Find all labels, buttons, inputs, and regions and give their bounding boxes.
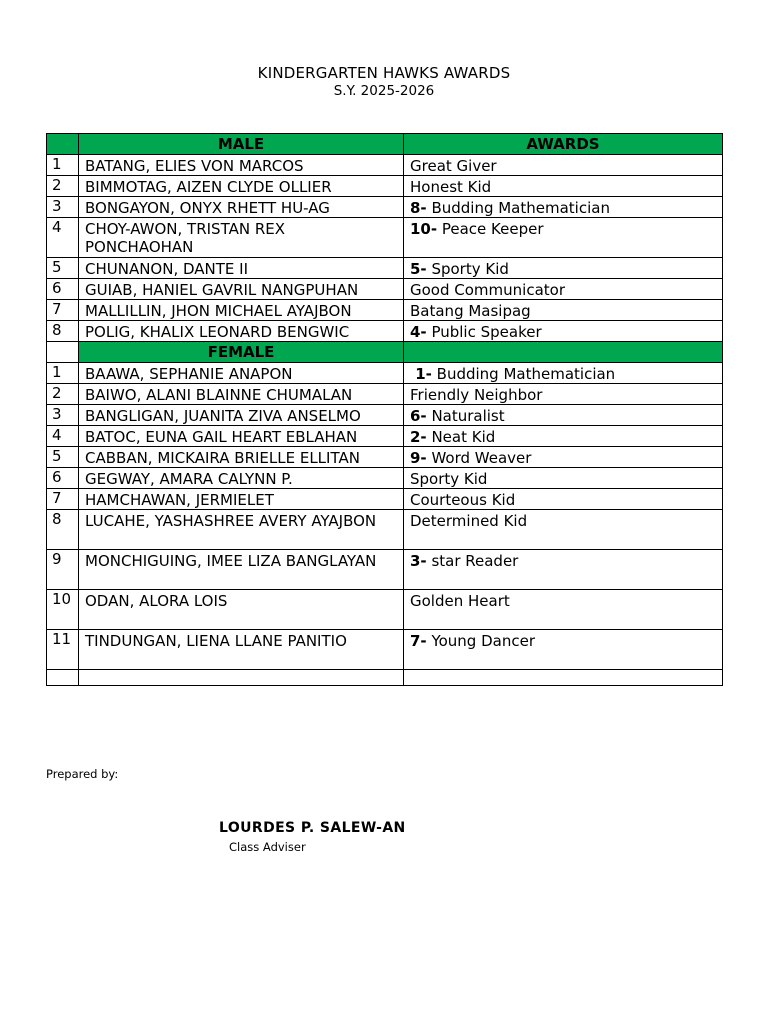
student-name: HAMCHAWAN, JERMIELET (79, 489, 404, 510)
table-row (47, 630, 723, 670)
male-column-header: MALE (79, 134, 404, 155)
award-name: Budding Mathematician (431, 365, 616, 383)
empty-cell (404, 670, 723, 686)
signer-name: LOURDES P. SALEW-AN (219, 820, 406, 836)
student-name: BATOC, EUNA GAIL HEART EBLAHAN (79, 426, 404, 447)
award-rank: 3- (410, 552, 427, 570)
row-number: 9 (47, 550, 79, 590)
prepared-by-label: Prepared by: (46, 767, 119, 781)
award-cell (404, 384, 723, 405)
student-name: ODAN, ALORA LOIS (79, 590, 404, 630)
award-rank: 10- (410, 220, 438, 238)
award-rank: 6- (410, 407, 427, 425)
row-number: 4 (47, 426, 79, 447)
table-row (47, 405, 723, 426)
student-name: TINDUNGAN, LIENA LLANE PANITIO (79, 630, 404, 670)
table-row (47, 426, 723, 447)
award-cell (404, 218, 723, 258)
award-name: Young Dancer (426, 632, 535, 650)
student-name: BAAWA, SEPHANIE ANAPON (79, 363, 404, 384)
table-row (47, 510, 723, 550)
award-cell (404, 279, 723, 300)
student-name: GEGWAY, AMARA CALYNN P. (79, 468, 404, 489)
student-name: CHOY-AWON, TRISTAN REX PONCHAOHAN (79, 218, 404, 258)
row-number: 10 (47, 590, 79, 630)
award-name: Word Weaver (426, 449, 532, 467)
table-row (47, 258, 723, 279)
empty-cell (79, 670, 404, 686)
student-name: POLIG, KHALIX LEONARD BENGWIC (79, 321, 404, 342)
student-name: GUIAB, HANIEL GAVRIL NANGPUHAN (79, 279, 404, 300)
award-name: Friendly Neighbor (410, 386, 543, 404)
male-header-row (47, 134, 723, 155)
table-row (47, 176, 723, 197)
award-name: Courteous Kid (410, 491, 516, 509)
award-rank: 7- (410, 632, 427, 650)
award-cell (404, 590, 723, 630)
award-rank: 2- (410, 428, 427, 446)
row-number: 5 (47, 447, 79, 468)
award-cell (404, 489, 723, 510)
table-row (47, 489, 723, 510)
row-number: 1 (47, 155, 79, 176)
award-cell (404, 321, 723, 342)
table-row (47, 300, 723, 321)
row-number: 2 (47, 384, 79, 405)
award-name: Batang Masipag (410, 302, 531, 320)
table-row (47, 550, 723, 590)
header-blank-cell (47, 134, 79, 155)
award-cell (404, 258, 723, 279)
award-name: Naturalist (426, 407, 505, 425)
award-name: Great Giver (410, 157, 497, 175)
award-cell (404, 197, 723, 218)
female-column-header: FEMALE (79, 342, 404, 363)
row-number: 4 (47, 218, 79, 258)
table-row (47, 197, 723, 218)
table-row (47, 218, 723, 258)
table-row (47, 321, 723, 342)
award-name: Public Speaker (426, 323, 542, 341)
award-name: Golden Heart (410, 592, 510, 610)
student-name: BAIWO, ALANI BLAINNE CHUMALAN (79, 384, 404, 405)
student-name: BATANG, ELIES VON MARCOS (79, 155, 404, 176)
school-year: S.Y. 2025-2026 (333, 83, 435, 99)
table-row (47, 468, 723, 489)
row-number: 2 (47, 176, 79, 197)
award-name: star Reader (426, 552, 519, 570)
award-cell (404, 363, 723, 384)
document-title: KINDERGARTEN HAWKS AWARDS (257, 64, 511, 82)
row-number: 8 (47, 321, 79, 342)
empty-row (47, 670, 723, 686)
row-number: 3 (47, 405, 79, 426)
award-cell (404, 155, 723, 176)
student-name: BANGLIGAN, JUANITA ZIVA ANSELMO (79, 405, 404, 426)
student-name: MALLILLIN, JHON MICHAEL AYAJBON (79, 300, 404, 321)
award-cell (404, 468, 723, 489)
award-rank: 4- (410, 323, 427, 341)
student-name: MONCHIGUING, IMEE LIZA BANGLAYAN (79, 550, 404, 590)
award-name: Peace Keeper (437, 220, 544, 238)
student-name: CABBAN, MICKAIRA BRIELLE ELLITAN (79, 447, 404, 468)
row-number: 7 (47, 300, 79, 321)
award-name: Neat Kid (426, 428, 496, 446)
row-number: 8 (47, 510, 79, 550)
student-name: BONGAYON, ONYX RHETT HU-AG (79, 197, 404, 218)
award-rank: 8- (410, 199, 427, 217)
award-name: Budding Mathematician (426, 199, 610, 217)
row-number: 3 (47, 197, 79, 218)
award-name: Sporty Kid (426, 260, 509, 278)
row-number: 5 (47, 258, 79, 279)
award-cell (404, 510, 723, 550)
awards-column-header: AWARDS (404, 134, 723, 155)
award-cell (404, 426, 723, 447)
award-rank: 5- (410, 260, 427, 278)
award-cell (404, 550, 723, 590)
row-number: 6 (47, 279, 79, 300)
header-blank-cell (47, 342, 79, 363)
female-header-row (47, 342, 723, 363)
award-name: Good Communicator (410, 281, 565, 299)
table-row (47, 590, 723, 630)
award-name: Honest Kid (410, 178, 492, 196)
table-row (47, 155, 723, 176)
awards-table (46, 133, 723, 686)
award-cell (404, 176, 723, 197)
table-row (47, 279, 723, 300)
award-cell (404, 630, 723, 670)
award-rank: 9- (410, 449, 427, 467)
student-name: CHUNANON, DANTE II (79, 258, 404, 279)
award-cell (404, 447, 723, 468)
row-number: 1 (47, 363, 79, 384)
student-name: LUCAHE, YASHASHREE AVERY AYAJBON (79, 510, 404, 550)
award-cell (404, 405, 723, 426)
table-row (47, 363, 723, 384)
award-cell (404, 300, 723, 321)
row-number: 6 (47, 468, 79, 489)
row-number: 11 (47, 630, 79, 670)
row-number: 7 (47, 489, 79, 510)
award-rank: 1- (410, 365, 432, 383)
award-name: Sporty Kid (410, 470, 488, 488)
table-row (47, 447, 723, 468)
table-row (47, 384, 723, 405)
student-name: BIMMOTAG, AIZEN CLYDE OLLIER (79, 176, 404, 197)
award-name: Determined Kid (410, 512, 528, 530)
female-awards-blank-header (404, 342, 723, 363)
signer-role: Class Adviser (229, 840, 306, 854)
empty-cell (47, 670, 79, 686)
